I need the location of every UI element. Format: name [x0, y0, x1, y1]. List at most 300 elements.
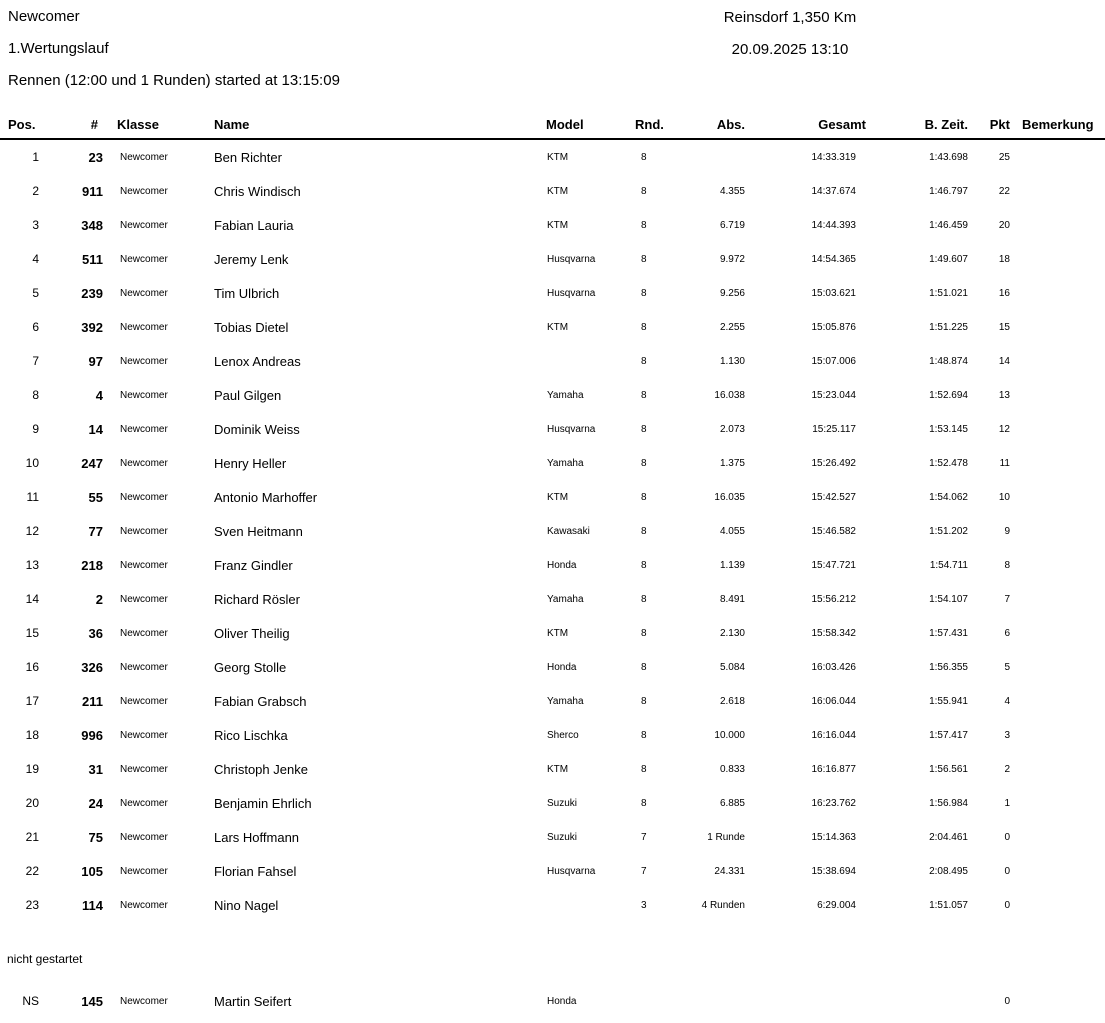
table-header-row — [0, 112, 1105, 139]
spacer-row — [0, 970, 1105, 984]
cell-abs: 16.035 — [714, 491, 745, 503]
cell-bzeit: 1:52.478 — [929, 457, 968, 469]
cell-bemerkung — [1014, 752, 1105, 786]
cell-pkt: 11 — [999, 457, 1010, 469]
cell-rnd: 8 — [641, 185, 647, 197]
cell-pkt: 6 — [1004, 627, 1010, 639]
cell-bemerkung — [1014, 276, 1105, 310]
cell-pos: 23 — [25, 898, 39, 912]
cell-bemerkung — [1014, 344, 1105, 378]
cell-name: Ben Richter — [214, 149, 282, 165]
cell-rnd: 8 — [641, 389, 647, 401]
cell-gesamt: 15:38.694 — [811, 865, 856, 877]
cell-rnd: 8 — [641, 151, 647, 163]
cell-model: Yamaha — [547, 457, 584, 469]
cell-name: Franz Gindler — [214, 557, 293, 573]
cell-model: KTM — [547, 151, 569, 163]
cell-model: Suzuki — [547, 831, 578, 843]
cell-number: 511 — [82, 251, 103, 267]
cell-name: Oliver Theilig — [214, 625, 290, 641]
cell-name: Benjamin Ehrlich — [214, 795, 312, 811]
cell-name: Jeremy Lenk — [214, 251, 289, 267]
cell-bemerkung — [1014, 378, 1105, 412]
table-row — [0, 548, 1105, 582]
table-row — [0, 616, 1105, 650]
cell-klasse: Newcomer — [120, 525, 168, 537]
cell-bemerkung — [1014, 514, 1105, 548]
table-row — [0, 820, 1105, 854]
cell-pos: 1 — [32, 150, 39, 164]
cell-model: Honda — [547, 995, 577, 1007]
cell-model: Yamaha — [547, 695, 584, 707]
cell-name: Antonio Marhoffer — [214, 489, 318, 505]
cell-pkt: 1 — [1004, 797, 1010, 809]
event-location: Reinsdorf 1,350 Km — [723, 9, 857, 26]
cell-bzeit: 2:08.495 — [929, 865, 968, 877]
table-row — [0, 888, 1105, 922]
cell-bzeit: 1:53.145 — [929, 423, 968, 435]
cell-bemerkung — [1014, 480, 1105, 514]
cell-pkt: 10 — [998, 491, 1010, 503]
cell-bemerkung — [1014, 854, 1105, 888]
cell-klasse: Newcomer — [120, 763, 168, 775]
cell-gesamt: 14:33.319 — [811, 151, 856, 163]
table-row — [0, 446, 1105, 480]
cell-gesamt: 15:58.342 — [811, 627, 856, 639]
cell-model — [540, 888, 630, 922]
cell-klasse: Newcomer — [120, 321, 168, 333]
cell-bemerkung — [1014, 888, 1105, 922]
cell-number: 14 — [88, 421, 103, 437]
col-header-abs: Abs. — [685, 112, 750, 139]
cell-abs: 9.972 — [719, 253, 745, 265]
cell-gesamt: 15:46.582 — [811, 525, 856, 537]
cell-gesamt: 14:37.674 — [811, 185, 856, 197]
cell-number: 77 — [88, 523, 103, 539]
col-header-pkt: Pkt — [972, 112, 1014, 139]
cell-model — [540, 344, 630, 378]
cell-name: Paul Gilgen — [214, 387, 282, 403]
cell-number: 348 — [81, 217, 103, 233]
cell-pos: 15 — [25, 626, 39, 640]
cell-abs — [685, 139, 750, 174]
race-info: Rennen (12:00 und 1 Runden) started at 13:15:09 — [8, 72, 340, 89]
cell-bzeit: 1:52.694 — [929, 389, 968, 401]
cell-bemerkung — [1014, 242, 1105, 276]
cell-bzeit: 1:51.057 — [929, 899, 968, 911]
cell-bzeit: 1:54.107 — [929, 593, 968, 605]
cell-name: Georg Stolle — [214, 659, 287, 675]
cell-model: Honda — [547, 661, 577, 673]
table-row — [0, 786, 1105, 820]
cell-pkt: 7 — [1004, 593, 1010, 605]
cell-name: Tim Ulbrich — [214, 285, 280, 301]
cell-number: 4 — [95, 387, 103, 403]
col-header-model: Model — [540, 112, 630, 139]
cell-number: 55 — [88, 489, 103, 505]
cell-pkt: 0 — [1004, 865, 1010, 877]
cell-abs: 2.130 — [719, 627, 745, 639]
heat-title: 1.Wertungslauf — [8, 40, 109, 57]
cell-bzeit: 1:56.355 — [929, 661, 968, 673]
cell-number: 145 — [81, 993, 103, 1009]
cell-number: 911 — [82, 183, 103, 199]
cell-abs: 9.256 — [719, 287, 745, 299]
cell-gesamt: 15:25.117 — [812, 423, 856, 435]
cell-abs: 4 Runden — [701, 899, 745, 911]
cell-abs: 1.375 — [719, 457, 745, 469]
cell-model: Yamaha — [547, 593, 584, 605]
cell-pkt: 0 — [1004, 899, 1010, 911]
cell-bzeit: 1:46.797 — [929, 185, 968, 197]
cell-pos: 13 — [25, 558, 39, 572]
cell-abs: 2.618 — [719, 695, 745, 707]
cell-rnd: 8 — [641, 355, 647, 367]
cell-number: 326 — [81, 659, 103, 675]
cell-klasse: Newcomer — [120, 423, 168, 435]
cell-pos: 6 — [32, 320, 39, 334]
cell-number: 392 — [81, 319, 103, 335]
cell-pkt: 12 — [998, 423, 1010, 435]
table-row — [0, 310, 1105, 344]
cell-number: 24 — [88, 795, 103, 811]
cell-bzeit: 1:54.062 — [929, 491, 968, 503]
cell-pkt: 5 — [1004, 661, 1010, 673]
cell-klasse: Newcomer — [120, 491, 168, 503]
cell-abs: 16.038 — [714, 389, 745, 401]
results-table-wrap — [0, 112, 1105, 1018]
cell-model: Husqvarna — [547, 423, 596, 435]
cell-name: Dominik Weiss — [214, 421, 300, 437]
cell-pos: 12 — [25, 524, 39, 538]
cell-rnd: 3 — [641, 899, 647, 911]
cell-pkt: 20 — [998, 219, 1010, 231]
cell-model: Suzuki — [547, 797, 578, 809]
cell-gesamt: 16:23.762 — [811, 797, 856, 809]
cell-bzeit: 1:46.459 — [929, 219, 968, 231]
cell-klasse: Newcomer — [120, 559, 168, 571]
table-row — [0, 582, 1105, 616]
cell-rnd: 8 — [641, 729, 647, 741]
cell-bzeit: 1:49.607 — [929, 253, 968, 265]
cell-bzeit: 1:51.225 — [929, 321, 968, 333]
cell-pos: 8 — [32, 388, 39, 402]
cell-rnd: 7 — [641, 831, 647, 843]
cell-rnd: 8 — [641, 491, 647, 503]
cell-rnd: 8 — [641, 525, 647, 537]
cell-gesamt: 15:23.044 — [811, 389, 856, 401]
not-started-body — [0, 984, 1105, 1018]
cell-model: Sherco — [547, 729, 579, 741]
cell-pkt: 13 — [998, 389, 1010, 401]
cell-name: Sven Heitmann — [214, 523, 303, 539]
cell-pos: 11 — [26, 490, 39, 504]
cell-rnd: 8 — [641, 559, 647, 571]
cell-bemerkung — [1014, 446, 1105, 480]
cell-bemerkung — [1014, 684, 1105, 718]
cell-rnd: 8 — [641, 253, 647, 265]
cell-bemerkung — [1014, 718, 1105, 752]
cell-klasse: Newcomer — [120, 627, 168, 639]
cell-klasse: Newcomer — [120, 797, 168, 809]
cell-klasse: Newcomer — [120, 695, 168, 707]
cell-gesamt: 15:26.492 — [811, 457, 856, 469]
table-row — [0, 208, 1105, 242]
cell-pos: 16 — [25, 660, 39, 674]
table-row — [0, 752, 1105, 786]
table-row — [0, 378, 1105, 412]
cell-pkt: 16 — [998, 287, 1010, 299]
cell-abs — [685, 984, 750, 1018]
cell-gesamt: 14:54.365 — [811, 253, 856, 265]
cell-rnd: 8 — [641, 593, 647, 605]
spacer-row — [0, 922, 1105, 948]
cell-bzeit: 1:55.941 — [929, 695, 968, 707]
cell-number: 239 — [81, 285, 103, 301]
cell-number: 996 — [81, 727, 103, 743]
event-datetime: 20.09.2025 13:10 — [731, 41, 849, 58]
cell-klasse: Newcomer — [120, 389, 168, 401]
cell-klasse: Newcomer — [120, 593, 168, 605]
cell-number: 36 — [88, 625, 103, 641]
cell-pkt: 14 — [998, 355, 1010, 367]
cell-bzeit: 1:57.431 — [929, 627, 968, 639]
cell-rnd: 8 — [641, 797, 647, 809]
cell-pkt: 8 — [1004, 559, 1010, 571]
cell-pkt: 15 — [998, 321, 1010, 333]
cell-klasse: Newcomer — [120, 899, 168, 911]
cell-name: Florian Fahsel — [214, 863, 297, 879]
cell-gesamt: 15:56.212 — [811, 593, 856, 605]
cell-name: Richard Rösler — [214, 591, 300, 607]
not-started-label-row — [0, 948, 1105, 970]
cell-gesamt: 16:03.426 — [811, 661, 856, 673]
cell-pos: 14 — [25, 592, 39, 606]
cell-model: Husqvarna — [547, 287, 596, 299]
cell-number: 247 — [81, 455, 103, 471]
cell-bemerkung — [1014, 582, 1105, 616]
cell-abs: 1 Runde — [707, 831, 745, 843]
cell-abs: 10.000 — [714, 729, 745, 741]
cell-bemerkung — [1014, 984, 1105, 1018]
cell-klasse: Newcomer — [120, 253, 168, 265]
col-header-klasse: Klasse — [108, 112, 210, 139]
cell-gesamt: 15:42.527 — [811, 491, 856, 503]
cell-pos: 9 — [32, 422, 39, 436]
cell-name: Fabian Grabsch — [214, 693, 307, 709]
cell-model: Kawasaki — [547, 525, 590, 537]
cell-gesamt: 14:44.393 — [811, 219, 856, 231]
cell-bzeit: 1:51.021 — [929, 287, 968, 299]
cell-bemerkung — [1014, 650, 1105, 684]
cell-klasse: Newcomer — [120, 865, 168, 877]
cell-name: Tobias Dietel — [214, 319, 289, 335]
table-row — [0, 854, 1105, 888]
cell-bemerkung — [1014, 310, 1105, 344]
cell-rnd: 7 — [641, 865, 647, 877]
cell-model: KTM — [547, 321, 569, 333]
cell-rnd: 8 — [641, 661, 647, 673]
cell-klasse: Newcomer — [120, 355, 168, 367]
cell-model: KTM — [547, 185, 569, 197]
results-table — [0, 112, 1105, 1018]
cell-name: Rico Lischka — [214, 727, 288, 743]
cell-number: 2 — [95, 591, 103, 607]
table-row — [0, 984, 1105, 1018]
class-title: Newcomer — [8, 8, 80, 25]
cell-number: 31 — [88, 761, 103, 777]
not-started-section — [0, 922, 1105, 984]
cell-abs: 4.055 — [719, 525, 745, 537]
cell-number: 114 — [82, 897, 103, 913]
table-row — [0, 174, 1105, 208]
cell-pkt: 2 — [1004, 763, 1010, 775]
cell-abs: 8.491 — [719, 593, 745, 605]
cell-rnd: 8 — [641, 321, 647, 333]
cell-pkt: 18 — [998, 253, 1010, 265]
cell-gesamt: 16:06.044 — [811, 695, 856, 707]
cell-model: Husqvarna — [547, 253, 596, 265]
cell-number: 211 — [82, 693, 103, 709]
cell-abs: 4.355 — [719, 185, 745, 197]
cell-pkt: 0 — [1004, 995, 1010, 1007]
cell-rnd — [630, 984, 685, 1018]
table-row — [0, 718, 1105, 752]
table-row — [0, 242, 1105, 276]
cell-rnd: 8 — [641, 763, 647, 775]
cell-bemerkung — [1014, 412, 1105, 446]
results-body — [0, 139, 1105, 922]
cell-abs: 2.255 — [719, 321, 745, 333]
cell-abs: 5.084 — [719, 661, 745, 673]
cell-model: KTM — [547, 219, 569, 231]
cell-rnd: 8 — [641, 695, 647, 707]
cell-pos: 2 — [32, 184, 39, 198]
col-header-bemerkung: Bemerkung — [1014, 112, 1105, 139]
cell-name: Martin Seifert — [214, 993, 292, 1009]
cell-abs: 1.130 — [719, 355, 745, 367]
cell-model: Honda — [547, 559, 577, 571]
cell-model: Husqvarna — [547, 865, 596, 877]
cell-gesamt: 16:16.044 — [811, 729, 856, 741]
cell-klasse: Newcomer — [120, 219, 168, 231]
cell-name: Chris Windisch — [214, 183, 301, 199]
table-row — [0, 480, 1105, 514]
cell-pkt: 25 — [998, 151, 1010, 163]
table-row — [0, 344, 1105, 378]
cell-pos: 19 — [25, 762, 39, 776]
cell-name: Lars Hoffmann — [214, 829, 300, 845]
col-header-name: Name — [210, 112, 540, 139]
not-started-label: nicht gestartet — [7, 952, 83, 966]
cell-gesamt: 15:47.721 — [811, 559, 856, 571]
cell-klasse: Newcomer — [120, 661, 168, 673]
cell-abs: 0.833 — [719, 763, 745, 775]
table-row — [0, 684, 1105, 718]
cell-pkt: 3 — [1004, 729, 1010, 741]
cell-bemerkung — [1014, 208, 1105, 242]
cell-number: 97 — [88, 353, 103, 369]
cell-pkt: 9 — [1004, 525, 1010, 537]
cell-number: 105 — [81, 863, 103, 879]
cell-name: Lenox Andreas — [214, 353, 301, 369]
cell-bzeit: 1:43.698 — [929, 151, 968, 163]
table-row — [0, 412, 1105, 446]
cell-rnd: 8 — [641, 219, 647, 231]
cell-gesamt: 15:14.363 — [811, 831, 856, 843]
cell-bzeit: 2:04.461 — [929, 831, 968, 843]
cell-gesamt: 6:29.004 — [817, 899, 856, 911]
cell-pos: 22 — [25, 864, 39, 878]
cell-gesamt: 16:16.877 — [811, 763, 856, 775]
cell-pos: 4 — [32, 252, 39, 266]
cell-abs: 6.719 — [719, 219, 745, 231]
cell-number: 218 — [81, 557, 103, 573]
col-header-pos: Pos. — [0, 112, 45, 139]
cell-bzeit: 1:56.984 — [929, 797, 968, 809]
event-header — [680, 8, 900, 72]
cell-abs: 6.885 — [719, 797, 745, 809]
cell-bemerkung — [1014, 820, 1105, 854]
cell-abs: 2.073 — [719, 423, 745, 435]
cell-bemerkung — [1014, 174, 1105, 208]
cell-bzeit: 1:51.202 — [929, 525, 968, 537]
cell-rnd: 8 — [641, 457, 647, 469]
table-row — [0, 276, 1105, 310]
cell-rnd: 8 — [641, 287, 647, 299]
cell-pos: 20 — [25, 796, 39, 810]
cell-pos: 7 — [32, 354, 39, 368]
cell-model: KTM — [547, 627, 569, 639]
cell-number: 75 — [88, 829, 103, 845]
cell-klasse: Newcomer — [120, 151, 168, 163]
cell-name: Nino Nagel — [214, 897, 279, 913]
table-row — [0, 650, 1105, 684]
cell-bzeit: 1:54.711 — [929, 559, 968, 571]
cell-bemerkung — [1014, 548, 1105, 582]
cell-model: Yamaha — [547, 389, 584, 401]
col-header-number: # — [45, 112, 108, 139]
col-header-gesamt: Gesamt — [750, 112, 870, 139]
cell-pos: 17 — [25, 694, 39, 708]
col-header-rnd: Rnd. — [630, 112, 685, 139]
cell-rnd: 8 — [641, 627, 647, 639]
cell-klasse: Newcomer — [120, 457, 168, 469]
cell-bzeit: 1:56.561 — [929, 763, 968, 775]
cell-name: Fabian Lauria — [214, 217, 294, 233]
cell-klasse: Newcomer — [120, 995, 168, 1007]
cell-klasse: Newcomer — [120, 287, 168, 299]
cell-gesamt: 15:05.876 — [811, 321, 856, 333]
table-row — [0, 139, 1105, 174]
cell-pos: NS — [22, 994, 39, 1008]
cell-bemerkung — [1014, 616, 1105, 650]
cell-pos: 10 — [25, 456, 39, 470]
cell-pos: 21 — [25, 830, 39, 844]
cell-gesamt: 15:03.621 — [811, 287, 856, 299]
cell-name: Christoph Jenke — [214, 761, 308, 777]
cell-gesamt: 15:07.006 — [811, 355, 856, 367]
cell-pkt: 0 — [1004, 831, 1010, 843]
cell-bzeit: 1:48.874 — [929, 355, 968, 367]
col-header-bzeit: B. Zeit. — [870, 112, 972, 139]
cell-bemerkung — [1014, 139, 1105, 174]
cell-pkt: 22 — [998, 185, 1010, 197]
cell-gesamt — [750, 984, 870, 1018]
cell-bzeit: 1:57.417 — [929, 729, 968, 741]
cell-klasse: Newcomer — [120, 185, 168, 197]
cell-name: Henry Heller — [214, 455, 287, 471]
